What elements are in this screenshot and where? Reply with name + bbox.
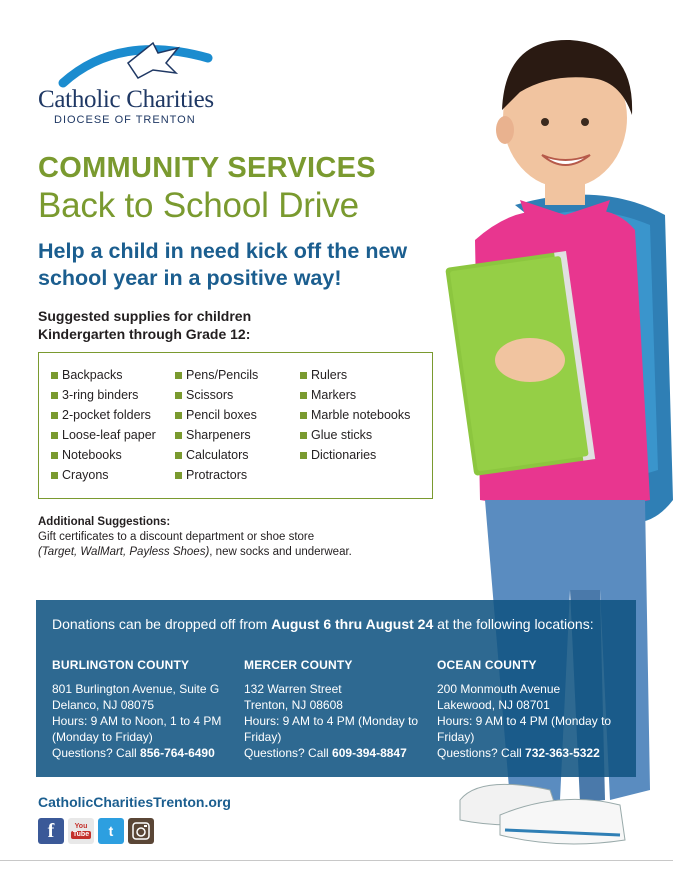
- bullet-icon: [300, 432, 307, 439]
- bullet-icon: [300, 372, 307, 379]
- tagline: Help a child in need kick off the new school year in a positive way!: [38, 239, 408, 290]
- list-item: Markers: [300, 385, 410, 405]
- list-item: 2-pocket folders: [51, 405, 156, 425]
- facebook-icon[interactable]: f: [38, 818, 64, 844]
- list-item: Rulers: [300, 365, 410, 385]
- dropoff-dates: August 6 thru August 24: [271, 616, 434, 632]
- bullet-icon: [175, 432, 182, 439]
- social-icons: [38, 818, 154, 844]
- list-item: Pens/Pencils: [175, 365, 258, 385]
- supplies-intro-line2: Kindergarten through Grade 12:: [38, 326, 251, 342]
- heading-back-to-school: Back to School Drive: [38, 186, 359, 225]
- logo-name: Catholic Charities: [38, 86, 214, 113]
- bullet-icon: [51, 452, 58, 459]
- twitter-icon[interactable]: t: [98, 818, 124, 844]
- list-item: Pencil boxes: [175, 405, 258, 425]
- list-item: Marble notebooks: [300, 405, 410, 425]
- bullet-icon: [51, 392, 58, 399]
- list-item: Loose-leaf paper: [51, 425, 156, 445]
- supplies-column-1: [51, 365, 156, 485]
- bullet-icon: [51, 372, 58, 379]
- bullet-icon: [175, 372, 182, 379]
- dove-arc-icon: [58, 28, 228, 88]
- additional-line1: Gift certificates to a discount department or shoe store: [38, 531, 315, 543]
- catholic-charities-logo: [38, 28, 238, 128]
- list-item: Crayons: [51, 465, 156, 485]
- list-item: Sharpeners: [175, 425, 258, 445]
- bullet-icon: [51, 432, 58, 439]
- phone-number[interactable]: 609-394-8847: [332, 746, 407, 760]
- additional-suggestions: [38, 515, 418, 560]
- bottom-divider: [0, 860, 673, 861]
- supplies-list-box: [38, 352, 433, 499]
- bullet-icon: [51, 412, 58, 419]
- list-item: Backpacks: [51, 365, 156, 385]
- supplies-intro-line1: Suggested supplies for children: [38, 308, 252, 324]
- bullet-icon: [175, 472, 182, 479]
- additional-line2: (Target, WalMart, Payless Shoes), new socks and underwear.: [38, 546, 352, 558]
- bullet-icon: [175, 412, 182, 419]
- youtube-icon[interactable]: You Tube: [68, 818, 94, 844]
- bullet-icon: [300, 392, 307, 399]
- supplies-intro: [38, 307, 251, 343]
- website-link[interactable]: CatholicCharitiesTrenton.org: [38, 794, 231, 810]
- phone-number[interactable]: 732-363-5322: [525, 746, 600, 760]
- instagram-icon[interactable]: [128, 818, 154, 844]
- list-item: Protractors: [175, 465, 258, 485]
- county-burlington: BURLINGTON COUNTY 801 Burlington Avenue, Suite G Delanco, NJ 08075 Hours: 9 AM to Noon, 1 to 4 PM (Monday to Friday) Questions? Call 856-764-6490: [52, 657, 242, 761]
- list-item: Scissors: [175, 385, 258, 405]
- supplies-column-3: [300, 365, 410, 465]
- bullet-icon: [175, 392, 182, 399]
- county-name: MERCER COUNTY: [244, 658, 353, 672]
- bullet-icon: [175, 452, 182, 459]
- heading-community-services: COMMUNITY SERVICES: [38, 152, 376, 184]
- dropoff-locations-panel: [36, 600, 636, 777]
- county-mercer: MERCER COUNTY 132 Warren Street Trenton, NJ 08608 Hours: 9 AM to 4 PM (Monday to Friday) Questions? Call 609-394-8847: [244, 657, 434, 761]
- list-item: Calculators: [175, 445, 258, 465]
- list-item: Glue sticks: [300, 425, 410, 445]
- phone-number[interactable]: 856-764-6490: [140, 746, 215, 760]
- list-item: Notebooks: [51, 445, 156, 465]
- dropoff-lead-text: Donations can be dropped off from August 6 thru August 24 at the following locations:: [52, 616, 594, 632]
- supplies-column-2: [175, 365, 258, 485]
- county-name: OCEAN COUNTY: [437, 658, 537, 672]
- bullet-icon: [51, 472, 58, 479]
- bullet-icon: [300, 452, 307, 459]
- county-name: BURLINGTON COUNTY: [52, 658, 190, 672]
- list-item: Dictionaries: [300, 445, 410, 465]
- county-ocean: OCEAN COUNTY 200 Monmouth Avenue Lakewood, NJ 08701 Hours: 9 AM to 4 PM (Monday to Friday) Questions? Call 732-363-5322: [437, 657, 627, 761]
- store-names: (Target, WalMart, Payless Shoes): [38, 546, 210, 558]
- additional-heading: Additional Suggestions:: [38, 516, 171, 528]
- list-item: 3-ring binders: [51, 385, 156, 405]
- logo-subtitle: DIOCESE OF TRENTON: [54, 114, 196, 126]
- bullet-icon: [300, 412, 307, 419]
